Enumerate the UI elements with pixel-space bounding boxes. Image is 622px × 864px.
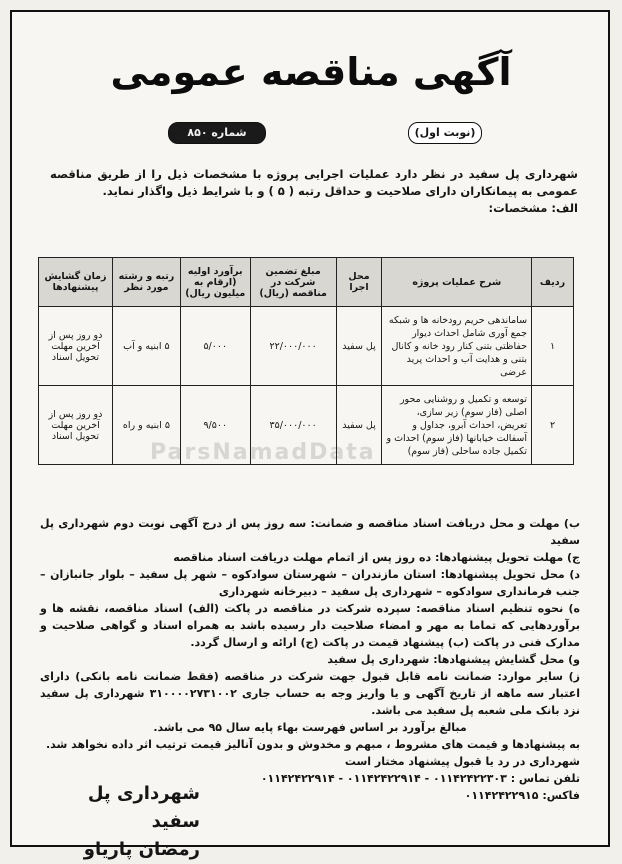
header-row-number: ردیف xyxy=(532,258,574,307)
cell-opening: دو روز پس از آخرین مهلت تحویل اسناد xyxy=(39,386,113,465)
fax-line: فاکس: ۰۱۱۴۲۴۲۲۹۱۵ xyxy=(464,789,580,802)
cell-scope: ساماندهی حریم رودخانه ها و شبکه جمع آوری شامل احداث دیوار حفاظتی بتنی کنار رود خانه و کانال بتنی و هدایت آب و احداث پرید عرضی xyxy=(382,307,532,386)
cell-estimate: ۹/۵۰۰ xyxy=(180,386,250,465)
basis-note: مبالغ برآورد بر اساس فهرست بهاء پایه سال ۹۵ می باشد. xyxy=(153,721,467,734)
cell-row-number: ۱ xyxy=(532,307,574,386)
watermark: ParsNamadData xyxy=(150,440,376,465)
header-location: محل اجرا xyxy=(336,258,382,307)
condition-item xyxy=(40,651,580,668)
header-scope: شرح عملیات پروژه xyxy=(382,258,532,307)
signature-org: شهرداری پل سفید xyxy=(87,783,200,832)
conditions-section xyxy=(40,515,580,804)
cell-location: پل سفید xyxy=(336,307,382,386)
table-row xyxy=(39,307,574,386)
table-header-row xyxy=(39,258,574,307)
phone-line: تلفن تماس : ۰۱۱۴۲۴۲۲۳۰۳ - ۰۱۱۴۲۴۲۲۹۱۴ - ۰۱۱۴۲۴۲۲۹۱۴ xyxy=(260,772,580,785)
condition-label: ه) نحوه تنظیم اسناد مناقصه: xyxy=(416,602,580,615)
spec-label: الف: مشخصات: xyxy=(488,201,578,215)
cell-deposit: ۳۵/۰۰۰/۰۰۰ xyxy=(250,386,336,465)
cell-deposit: ۲۲/۰۰۰/۰۰۰ xyxy=(250,307,336,386)
condition-text: ده روز پس از اتمام مهلت دریافت اسناد مناقصه xyxy=(173,551,435,564)
condition-label: ب) مهلت و محل دریافت اسناد مناقصه و ضمانت: xyxy=(310,517,580,530)
note-item: به پیشنهادها و قیمت های مشروط ، مبهم و مخدوش و بدون آنالیز قیمت ترتیب اثر داده نخواهد شد. xyxy=(46,738,580,751)
signature-name: رمضان پاریاو xyxy=(83,839,200,860)
header-deposit: مبلغ تضمین شرکت در مناقصه (ریال) xyxy=(250,258,336,307)
cell-location: پل سفید xyxy=(336,386,382,465)
number-badge: شماره ۸۵۰ xyxy=(168,122,266,144)
projects-table xyxy=(38,257,574,465)
condition-label: و) محل گشایش پیشنهادها: xyxy=(433,653,580,666)
condition-item xyxy=(40,566,580,600)
condition-label: ز) سایر موارد: xyxy=(497,670,581,683)
condition-text: سپرده شرکت در مناقصه در پاکت (الف) اسناد مناقصه، نقشه ها و برآوردهایی که تماما به مهر و امضاء صلاحیت دار رسیده باشد به همراه اسناد و گواهی صلاحیت و مدارک فنی در پاکت (ب) پیشنهاد قیمت در پاکت (ج) ارائه و ارسال گردد. xyxy=(40,602,580,649)
condition-item xyxy=(40,600,580,651)
condition-item xyxy=(40,549,580,566)
cell-estimate: ۵/۰۰۰ xyxy=(180,307,250,386)
cell-scope: توسعه و تکمیل و روشنایی محور اصلی (فاز سوم) زیر سازی، تعریض، احداث آبرو، جداول و آسفالت خیابانها (فاز سوم) احداث و تکمیل جاده ساحلی (فاز سوم) xyxy=(382,386,532,465)
table-row xyxy=(39,386,574,465)
header-grade: رتبه و رشته مورد نظر xyxy=(112,258,180,307)
intro-text: شهرداری پل سفید در نظر دارد عملیات اجرایی پروژه با مشخصات ذیل را از طریق مناقصه عمومی به پیمانکاران دارای صلاحیت و حداقل رتبه ( ۵ ) و با شرایط ذیل واگذار نماید. xyxy=(50,167,578,198)
header-estimate: برآورد اولیه (ارقام به میلیون ریال) xyxy=(180,258,250,307)
intro-section xyxy=(50,166,578,217)
condition-item xyxy=(40,668,580,719)
ad-title: آگهی مناقصه عمومی xyxy=(110,50,512,94)
cell-grade: ۵ ابنیه و آب xyxy=(112,307,180,386)
condition-text: ضمانت نامه قابل قبول جهت شرکت در مناقصه (فقط ضمانت نامه بانکی) دارای اعتبار سه ماهه از تاریخ آگهی و یا واریز وجه به حساب جاری ۳۱۰۰۰۰۲۷۳۱۰۰۲ شهرداری پل سفید نزد بانک ملی شعبه پل سفید می باشد. xyxy=(40,670,580,717)
condition-label: ج) مهلت تحویل پیشنهادها: xyxy=(434,551,580,564)
condition-label: د) محل تحویل پیشنهادها: xyxy=(440,568,581,581)
header-opening: زمان گشایش پیشنهادها xyxy=(39,258,113,307)
cell-opening: دو روز پس از آخرین مهلت تحویل اسناد xyxy=(39,307,113,386)
condition-text: شهرداری پل سفید xyxy=(327,653,434,666)
note-item: شهرداری در رد یا قبول پیشنهاد مختار است xyxy=(344,755,580,768)
condition-item xyxy=(40,515,580,549)
signature-block xyxy=(60,780,200,864)
cell-row-number: ۲ xyxy=(532,386,574,465)
cell-grade: ۵ ابنیه و راه xyxy=(112,386,180,465)
round-badge: (نوبت اول) xyxy=(408,122,482,144)
condition-text: سه روز پس از درج آگهی نوبت دوم شهرداری پل سفید xyxy=(40,517,580,547)
condition-text: استان مازندران – شهرستان سوادکوه – شهر پل سفید – بلوار جانبازان – جنب فرمانداری سوادکوه – شهرداری پل سفید – دبیرخانه شهرداری xyxy=(40,568,580,598)
